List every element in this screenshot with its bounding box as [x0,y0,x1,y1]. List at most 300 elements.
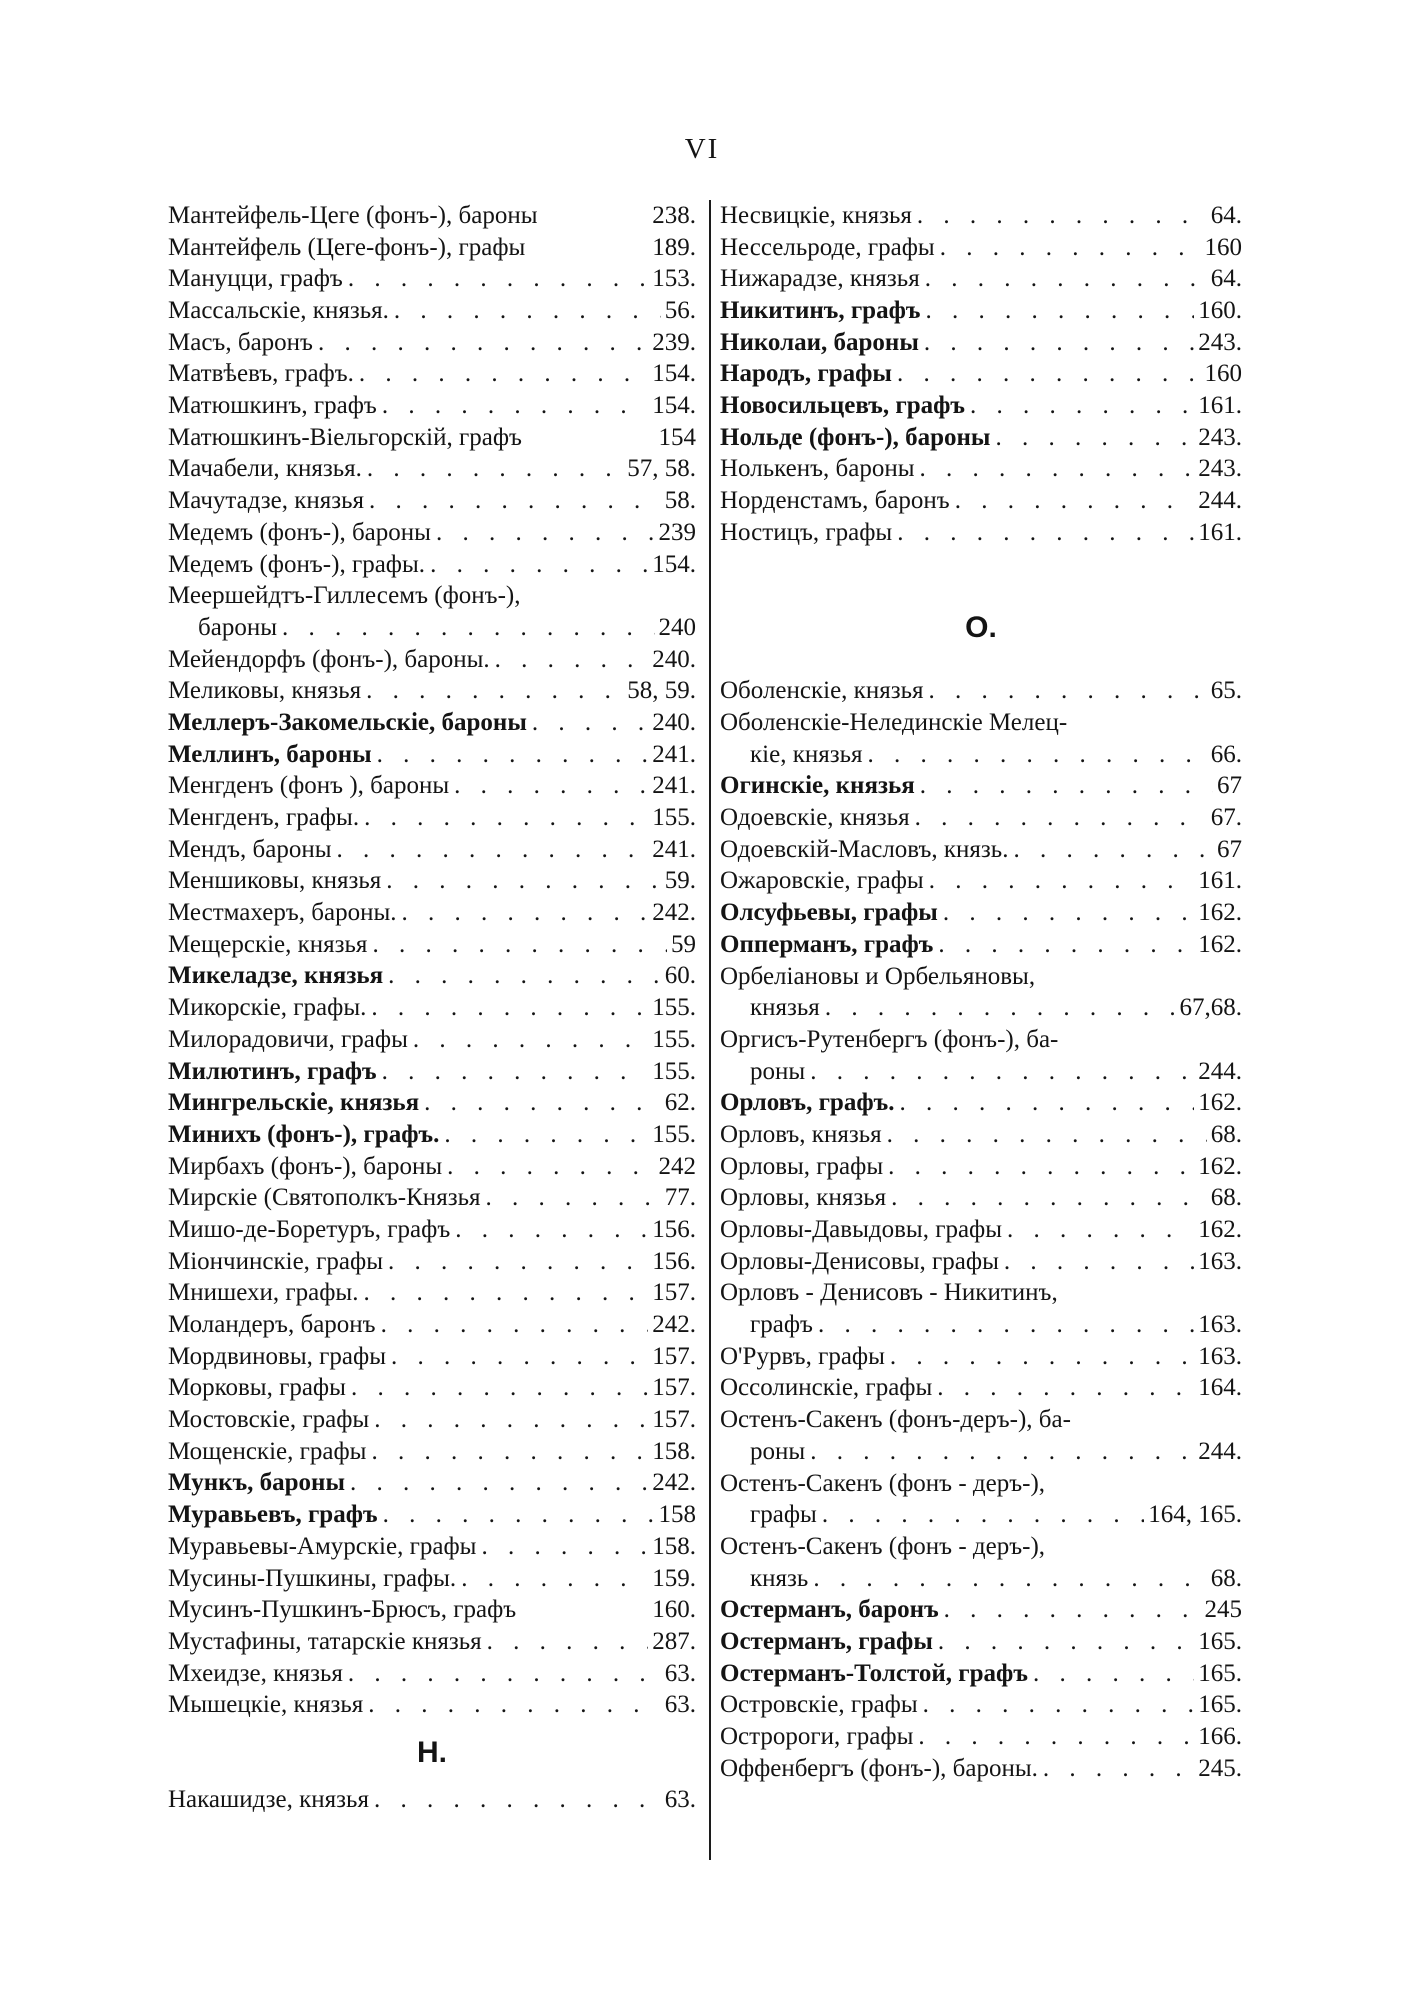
entry-name: Микеладзе, князья [168,962,384,990]
entry-page-number: 156. [652,1247,696,1275]
dot-leader [408,1024,648,1056]
dot-leader [362,453,623,485]
entry-name: кіе, князья [750,740,863,768]
index-entry [168,1214,696,1246]
entry-name: Медемъ (фонъ-), бароны [168,518,431,546]
dot-leader [354,358,648,390]
dot-leader [933,1626,1194,1658]
entry-name: Морковы, графы [168,1374,346,1402]
index-entry [168,992,696,1024]
page-number: VI [684,133,720,165]
entry-name: Менгденъ, графы. [168,804,360,832]
entry-page-number: 162. [1198,1216,1242,1244]
entry-name: Орловъ, графъ. [720,1089,895,1117]
entry-page-number: 158. [652,1532,696,1560]
index-entry [168,1246,696,1278]
index-entry [168,327,696,359]
entry-name: Мейендорфъ (фонъ-), бароны. [168,645,490,673]
index-entry [720,1721,1242,1753]
entry-name: Оболенскіе, князья [720,677,924,705]
entry-page-number: 163. [1198,1247,1242,1275]
dot-leader [376,1309,649,1341]
entry-page-number: 240 [658,613,696,641]
entry-name: князья [750,994,820,1022]
entry-name: Ностицъ, графы [720,518,893,546]
entry-name: Мхеидзе, князья [168,1659,343,1687]
entry-page-number: 155. [652,804,696,832]
entry-name: Меершейдтъ-Гиллесемъ (фонъ-), [168,582,521,610]
entry-page-number: 160. [1198,297,1242,325]
entry-name: Минихъ (фонъ-), графъ. [168,1120,440,1148]
index-entry [168,1626,696,1658]
index-entry [168,1182,696,1214]
entry-page-number: 189. [652,233,696,261]
entry-page-number: 162. [1198,1089,1242,1117]
index-entry [168,200,696,232]
entry-page-number: 155. [652,1025,696,1053]
entry-name: Мендъ, бароны [168,835,332,863]
index-entry [720,454,1242,486]
entry-name: Мишо-де-Боретуръ, графъ [168,1215,451,1243]
index-entry [168,1309,696,1341]
index-entry [720,961,1242,993]
entry-name: Орловы, графы [720,1152,884,1180]
index-entry [168,295,696,327]
entry-page-number: 163. [1198,1342,1242,1370]
index-entry [168,1658,696,1690]
entry-page-number: 242. [652,1469,696,1497]
entry-name: Остерманъ, баронъ [720,1596,939,1624]
entry-page-number: 58, 59. [627,677,696,705]
entry-name: Новосильцевъ, графъ [720,392,965,420]
entry-page-number: 58. [664,487,696,515]
entry-name: Мнишехи, графы. [168,1279,359,1307]
entry-page-number: 154. [652,360,696,388]
index-entry [168,232,696,264]
entry-page-number: 162. [1198,899,1242,927]
index-entry [168,644,696,676]
index-column-right [720,200,1242,1784]
index-entry [168,802,696,834]
dot-leader [939,1594,1201,1626]
dot-leader [425,549,648,581]
entry-page-number: 67 [1217,772,1242,800]
dot-leader [419,1087,661,1119]
column-divider [709,200,711,1860]
dot-leader [915,453,1195,485]
entry-page-number: 157. [652,1279,696,1307]
index-entry [168,549,696,581]
entry-name: Мирскіе (Святополкъ-Князья [168,1184,481,1212]
dot-leader [892,517,1194,549]
entry-name: Николаи, бароны [720,328,919,356]
dot-leader [938,897,1194,929]
entry-page-number: 64. [1210,201,1242,229]
entry-name: князь [750,1564,809,1592]
entry-name: Мачабели, князья. [168,455,362,483]
entry-page-number: 240. [652,708,696,736]
entry-name: Міончинскіе, графы [168,1247,384,1275]
entry-page-number: 244. [1198,1057,1242,1085]
index-entry [168,1784,696,1816]
entry-name: Мустафины, татарскіе князья [168,1627,482,1655]
entry-page-number: 62. [664,1089,696,1117]
index-entry [720,1151,1242,1183]
dot-leader [364,485,661,517]
dot-leader [377,390,648,422]
dot-leader [923,675,1206,707]
dot-leader [920,263,1207,295]
dot-leader [1038,1753,1194,1785]
index-entry [720,1277,1242,1309]
index-entry [168,580,696,612]
index-entry [168,358,696,390]
dot-leader [343,1658,661,1690]
index-entry [720,865,1242,897]
dot-leader [366,1436,648,1468]
entry-name: О'Рурвъ, графы [720,1342,885,1370]
dot-leader [919,327,1194,359]
dot-leader [442,1151,654,1183]
index-entry [168,1436,696,1468]
entry-page-number: 243. [1198,423,1242,451]
index-entry [720,770,1242,802]
entry-name: Ожаровскіе, графы [720,867,924,895]
dot-leader [918,1689,1195,1721]
index-entry [720,390,1242,422]
dot-leader [817,1499,1144,1531]
dot-leader [1002,1214,1194,1246]
entry-name: Мирбахъ (фонъ-), бароны [168,1152,443,1180]
entry-page-number: 153. [652,265,696,293]
dot-leader [883,1151,1194,1183]
dot-leader [892,358,1201,390]
entry-name: Мощенскіе, графы [168,1437,367,1465]
entry-name: Оссолинскіе, графы [720,1374,933,1402]
dot-leader [369,1784,661,1816]
dot-leader [345,1467,648,1499]
entry-name: Мещерскіе, князья [168,930,368,958]
entry-page-number: 77. [664,1184,696,1212]
entry-page-number: 154. [652,392,696,420]
entry-name: Матюшкинъ-Віельгорскій, графъ [168,423,522,451]
index-entry [720,1404,1242,1436]
entry-name: Мачутадзе, князья [168,487,365,515]
entry-page-number: 156. [652,1215,696,1243]
index-entry [720,897,1242,929]
entry-name: Мункъ, бароны [168,1469,345,1497]
index-entry [720,232,1242,264]
index-entry [720,1626,1242,1658]
index-entry [720,1182,1242,1214]
entry-page-number: 166. [1198,1723,1242,1751]
dot-leader [386,1341,648,1373]
entry-page-number: 164. [1198,1374,1242,1402]
entry-page-number: 158 [658,1501,696,1529]
dot-leader [367,929,667,961]
entry-page-number: 242 [658,1152,696,1180]
index-entry [168,612,696,644]
index-entry [720,1372,1242,1404]
entry-page-number: 154 [658,423,696,451]
index-entry [168,1056,696,1088]
dot-leader [882,1119,1207,1151]
entry-name: Муравьевъ, графъ [168,1501,378,1529]
index-entry [720,1024,1242,1056]
entry-page-number: 243. [1198,455,1242,483]
dot-leader [456,1563,648,1595]
index-entry [720,1531,1242,1563]
entry-name: Нолькенъ, бароны [720,455,915,483]
entry-page-number: 161. [1198,392,1242,420]
dot-leader [527,707,648,739]
dot-leader [480,1182,660,1214]
entry-page-number: 157. [652,1342,696,1370]
entry-page-number: 158. [652,1437,696,1465]
dot-leader [924,865,1195,897]
dot-leader [482,1626,649,1658]
entry-name: Меликовы, князья [168,677,362,705]
entry-page-number: 160 [1204,360,1242,388]
dot-leader [808,1563,1206,1595]
entry-page-number: 59 [671,930,696,958]
dot-leader [378,1499,655,1531]
index-entry [720,485,1242,517]
entry-page-number: 67,68. [1179,994,1242,1022]
entry-name: Местмахеръ, бароны. [168,899,397,927]
dot-leader [361,675,623,707]
section-letter-heading: Н. [417,1736,447,1769]
dot-leader [383,960,661,992]
entry-name: Одоевскій-Масловъ, князь. [720,835,1009,863]
entry-name: Орловы-Денисовы, графы [720,1247,999,1275]
dot-leader [358,1277,648,1309]
entry-name: Никитинъ, графъ [720,297,921,325]
entry-page-number: 165. [1198,1659,1242,1687]
dot-leader [935,232,1201,264]
index-entry [720,1214,1242,1246]
dot-leader [277,612,655,644]
index-entry [720,929,1242,961]
index-entry [720,675,1242,707]
dot-leader [1028,1658,1194,1690]
entry-page-number: 68. [1210,1184,1242,1212]
index-entry [720,422,1242,454]
entry-name: Милютинъ, графъ [168,1057,377,1085]
dot-leader [920,295,1194,327]
entry-page-number: 238. [652,201,696,229]
index-entry [720,1246,1242,1278]
entry-name: Орловы-Давыдовы, графы [720,1216,1003,1244]
index-entry [168,1499,696,1531]
index-entry [720,992,1242,1024]
entry-page-number: 165. [1198,1691,1242,1719]
index-entry [720,739,1242,771]
index-entry [720,1689,1242,1721]
entry-name: Муравьевы-Амурскіе, графы [168,1532,477,1560]
entry-page-number: 155. [652,1120,696,1148]
dot-leader [805,1436,1194,1468]
index-entry [168,454,696,486]
entry-page-number: 155. [652,994,696,1022]
dot-leader [912,200,1207,232]
entry-name: роны [750,1437,806,1465]
entry-page-number: 66. [1210,740,1242,768]
entry-page-number: 239 [658,518,696,546]
blank-line [720,549,1242,581]
entry-name: Мантейфель (Цеге-фонъ-), графы [168,233,526,261]
entry-page-number: 240. [652,645,696,673]
entry-page-number: 244. [1198,487,1242,515]
dot-leader [313,327,648,359]
entry-name: Остенъ-Сакенъ (фонъ-деръ-), ба- [720,1406,1071,1434]
index-entry [720,517,1242,549]
entry-name: Орловъ - Денисовъ - Никитинъ, [720,1279,1058,1307]
dot-leader [389,295,661,327]
index-entry [168,1341,696,1373]
index-entry [168,707,696,739]
index-entry [720,200,1242,232]
dot-leader [450,1214,648,1246]
dot-leader [490,644,649,676]
section-letter-heading: О. [965,611,997,645]
dot-leader [910,802,1207,834]
dot-leader [999,1246,1194,1278]
entry-name: Мордвиновы, графы [168,1342,387,1370]
dot-leader [950,485,1195,517]
index-entry [720,1119,1242,1151]
entry-page-number: 63. [664,1786,696,1814]
entry-page-number: 57, 58. [627,455,696,483]
index-entry [168,929,696,961]
entry-name: Орловы, князья [720,1184,887,1212]
dot-leader [372,739,649,771]
index-entry [168,1372,696,1404]
dot-leader [965,390,1194,422]
entry-page-number: 56. [664,297,696,325]
dot-leader [913,1721,1194,1753]
dot-leader [439,1119,648,1151]
entry-name: Масъ, баронъ [168,328,313,356]
entry-page-number: 162. [1198,1152,1242,1180]
entry-name: Орловъ, князья [720,1120,882,1148]
entry-name: Остророги, графы [720,1723,914,1751]
index-entry [168,897,696,929]
dot-leader [805,1056,1194,1088]
index-entry [720,1468,1242,1500]
index-entry [720,1341,1242,1373]
entry-page-number: 68. [1210,1564,1242,1592]
dot-leader [885,1341,1194,1373]
entry-page-number: 59. [664,867,696,895]
dot-leader [343,263,648,295]
index-entry [168,1531,696,1563]
entry-page-number: 241. [652,772,696,800]
index-entry [168,1404,696,1436]
entry-page-number: 160 [1204,233,1242,261]
entry-name: Мышецкіе, князья [168,1691,364,1719]
dot-leader [476,1531,648,1563]
entry-name: Накашидзе, князья [168,1786,369,1814]
dot-leader [449,770,648,802]
entry-page-number: 164, 165. [1148,1501,1242,1529]
entry-page-number: 161. [1198,867,1242,895]
dot-leader [915,770,1213,802]
dot-leader [894,1087,1194,1119]
entry-name: Опперманъ, графъ [720,930,934,958]
dot-leader [377,1056,649,1088]
index-entry [720,1436,1242,1468]
entry-name: Мануцци, графъ [168,265,343,293]
entry-name: Остерманъ-Толстой, графъ [720,1659,1028,1687]
entry-page-number: 157. [652,1374,696,1402]
entry-name: Матвѣевъ, графъ. [168,360,354,388]
entry-name: Мусины-Пушкины, графы. [168,1564,457,1592]
entry-name: Мостовскіе, графы [168,1406,370,1434]
entry-page-number: 287. [652,1627,696,1655]
index-entry [720,1753,1242,1785]
entry-page-number: 64. [1210,265,1242,293]
entry-page-number: 67 [1217,835,1242,863]
entry-name: Островскіе, графы [720,1691,918,1719]
entry-page-number: 242. [652,899,696,927]
entry-name: Меллеръ-Закомельскіе, бароны [168,708,527,736]
entry-name: Орбеліановы и Орбельяновы, [720,962,1036,990]
entry-page-number: 63. [664,1659,696,1687]
entry-name: Оболенскіе-Нелединскіе Мелец- [720,709,1068,737]
index-entry [720,263,1242,295]
entry-name: Меллинъ, бароны [168,740,372,768]
index-entry [720,1658,1242,1690]
index-entry [168,422,696,454]
entry-page-number: 162. [1198,930,1242,958]
index-entry [168,1151,696,1183]
entry-name: Мингрельскіе, князья [168,1089,420,1117]
entry-name: Мусинъ-Пушкинъ-Брюсъ, графъ [168,1596,517,1624]
entry-page-number: 241. [652,740,696,768]
entry-name: графы [750,1501,817,1529]
entry-page-number: 165. [1198,1627,1242,1655]
entry-name: Несвицкіе, князья [720,201,912,229]
entry-page-number: 245 [1204,1596,1242,1624]
entry-name: Нессельроде, графы [720,233,935,261]
dot-leader [369,1404,648,1436]
entry-name: Медемъ (фонъ-), графы. [168,550,426,578]
index-entry [720,1056,1242,1088]
dot-leader [886,1182,1207,1214]
entry-name: Массальскіе, князья. [168,297,389,325]
index-entry [168,390,696,422]
index-entry [168,739,696,771]
index-entry [720,1087,1242,1119]
index-entry [720,358,1242,390]
index-entry [168,770,696,802]
entry-page-number: 242. [652,1311,696,1339]
dot-leader [332,834,649,866]
entry-name: Остенъ-Сакенъ (фонъ - деръ-), [720,1532,1046,1560]
entry-page-number: 68. [1210,1120,1242,1148]
dot-leader [383,1246,648,1278]
entry-name: Нольде (фонъ-), бароны [720,423,991,451]
index-entry [168,834,696,866]
index-entry [720,1499,1242,1531]
index-entry [720,707,1242,739]
index-entry [168,1024,696,1056]
dot-leader [359,802,648,834]
entry-page-number: 65. [1210,677,1242,705]
entry-name: Народъ, графы [720,360,892,388]
index-entry [168,1119,696,1151]
